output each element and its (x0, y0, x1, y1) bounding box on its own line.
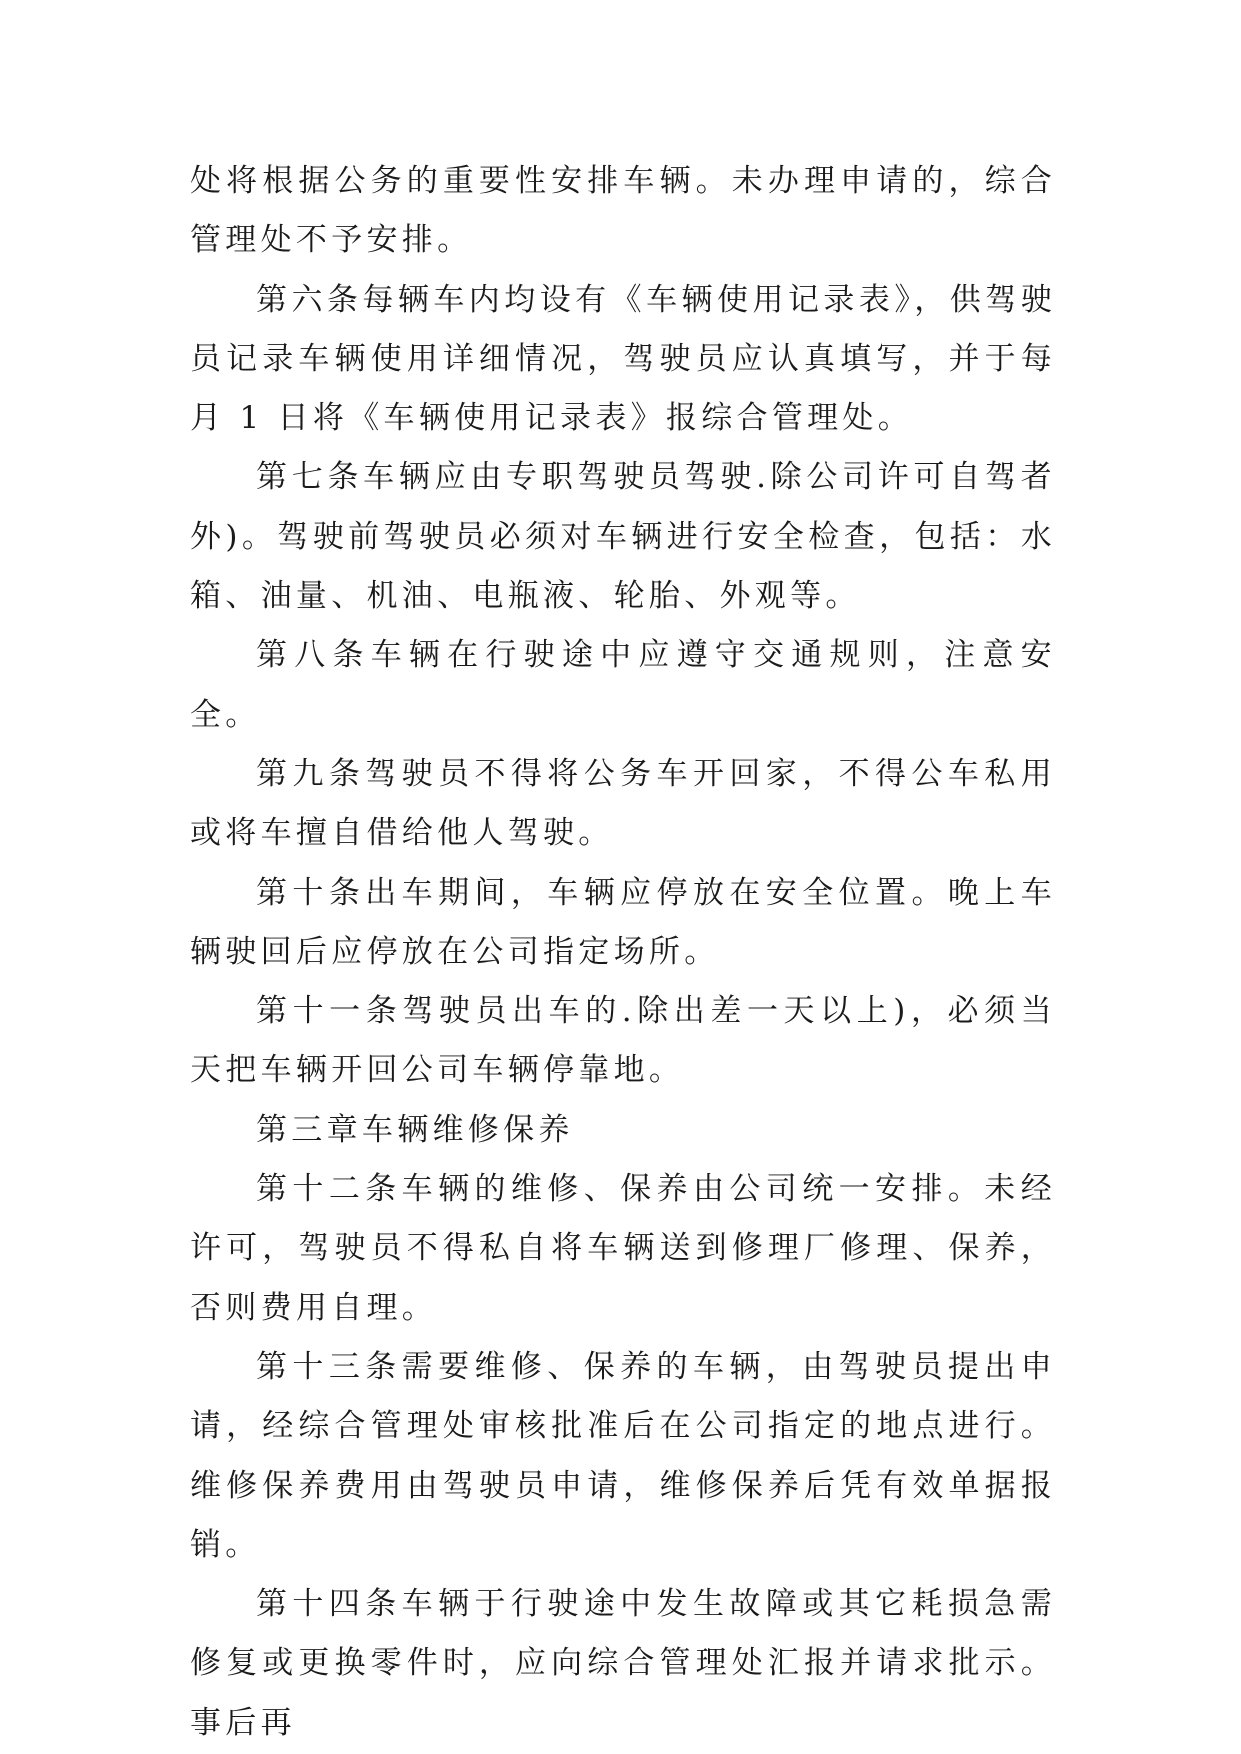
document-body (190, 152, 1056, 1753)
paragraph-article-11: 第十一条驾驶员出车的.除出差一天以上)，必须当天把车辆开回公司车辆停靠地。 (190, 993, 1056, 1089)
paragraph-article-12: 第十二条车辆的维修、保养由公司统一安排。未经许可，驾驶员不得私自将车辆送到修理厂修理、保养，否则费用自理。 (190, 1171, 1056, 1326)
chapter-heading-3: 第三章车辆维修保养 (256, 1111, 574, 1148)
paragraph-continued: 处将根据公务的重要性安排车辆。未办理申请的，综合管理处不予安排。 (190, 163, 1056, 259)
paragraph-article-6: 第六条每辆车内均设有《车辆使用记录表》，供驾驶员记录车辆使用详细情况，驾驶员应认真填写，并于每月 1 日将《车辆使用记录表》报综合管理处。 (190, 281, 1056, 437)
paragraph-article-9: 第九条驾驶员不得将公务车开回家，不得公车私用或将车擅自借给他人驾驶。 (190, 755, 1056, 852)
paragraph-article-10: 第十条出车期间，车辆应停放在安全位置。晚上车辆驶回后应停放在公司指定场所。 (190, 874, 1056, 970)
paragraph-article-14: 第十四条车辆于行驶途中发生故障或其它耗损急需修复或更换零件时，应向综合管理处汇报并请求批示。事后再 (190, 1586, 1056, 1741)
paragraph-article-13: 第十三条需要维修、保养的车辆，由驾驶员提出申请，经综合管理处审核批准后在公司指定的地点进行。维修保养费用由驾驶员申请，维修保养后凭有效单据报销。 (190, 1348, 1056, 1563)
paragraph-article-7: 第七条车辆应由专职驾驶员驾驶.除公司许可自驾者外)。驾驶前驾驶员必须对车辆进行安全检查，包括：水箱、油量、机油、电瓶液、轮胎、外观等。 (190, 459, 1056, 615)
paragraph-article-8: 第八条车辆在行驶途中应遵守交通规则，注意安全。 (190, 637, 1056, 733)
